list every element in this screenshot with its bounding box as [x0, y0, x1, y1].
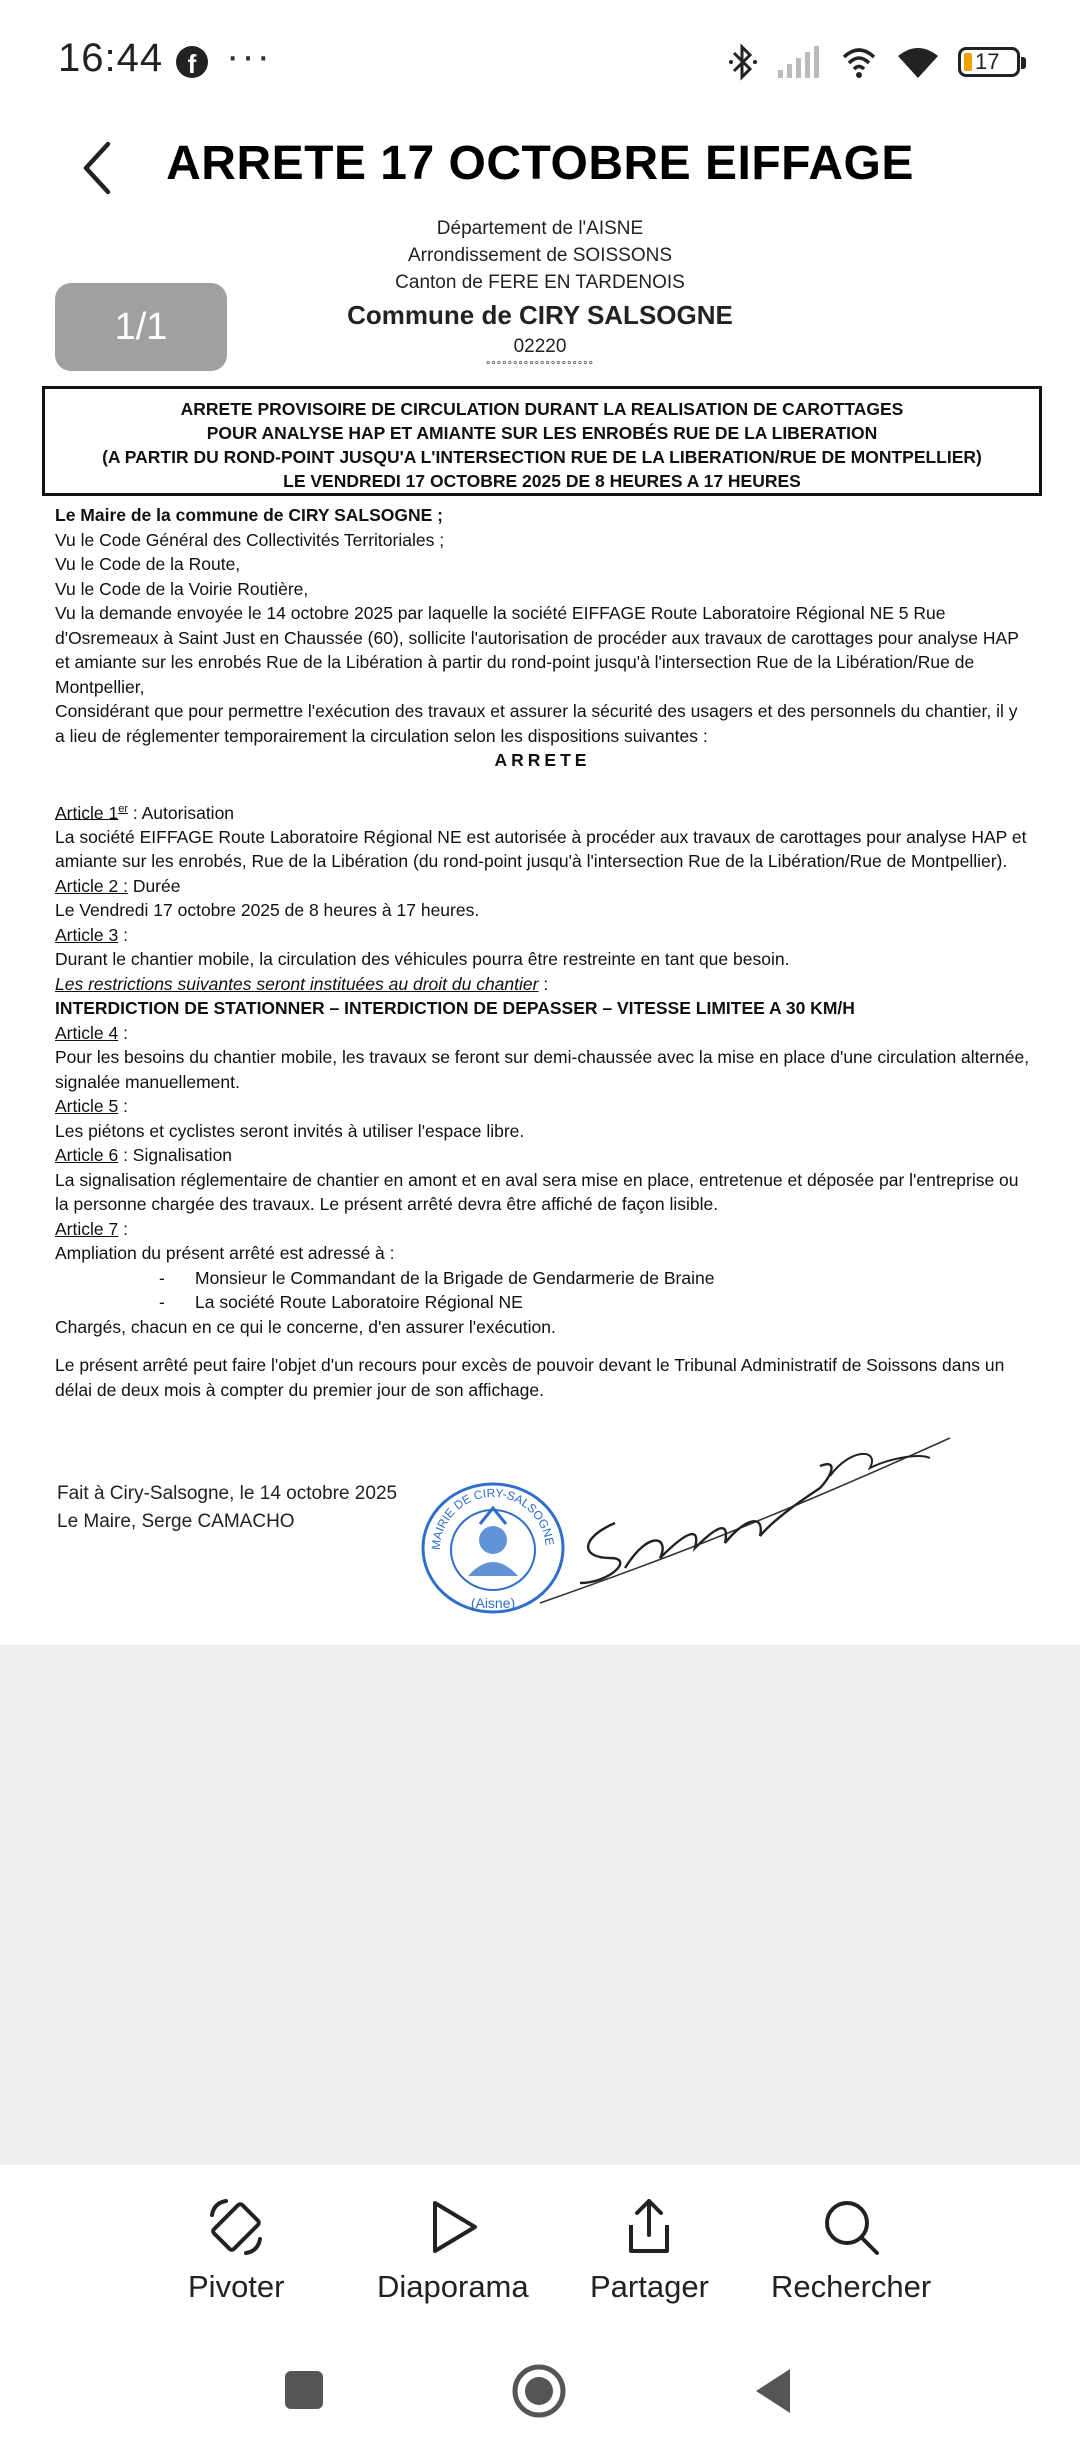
article-7-text: Ampliation du présent arrêté est adressé à : [55, 1243, 395, 1264]
more-notifications-icon: ··· [226, 34, 272, 78]
article-1-title: Article 1 [55, 802, 119, 823]
doc-vu-2: Vu le Code de la Route, [55, 554, 241, 574]
doc-fait: Fait à Ciry-Salsogne, le 14 octobre 2025 [57, 1483, 398, 1504]
article-7-colon: : [118, 1218, 128, 1239]
article-4-colon: : [118, 1022, 128, 1043]
rotate-label: Pivoter [188, 2269, 285, 2304]
doc-arrete-heading: ARRETE [494, 750, 591, 770]
article-2-label: Durée [127, 875, 181, 896]
article-6-label: : Signalisation [118, 1145, 233, 1166]
doc-commune: Commune de CIRY SALSOGNE [347, 300, 733, 330]
search-button[interactable] [771, 2195, 931, 2305]
slideshow-label: Diaporama [377, 2269, 529, 2304]
doc-body [55, 503, 1030, 1402]
share-label: Partager [590, 2269, 709, 2304]
spacer [55, 773, 1030, 797]
article-1-sup: er [118, 802, 128, 815]
article-1-heading [55, 797, 1030, 825]
mayor-signature [520, 1418, 970, 1618]
article-7-recipient: - La société Route Laboratoire Régional NE [55, 1290, 1030, 1315]
page-indicator: 1/1 [55, 283, 227, 371]
search-icon [819, 2195, 883, 2259]
doc-considerant: Considérant que pour permettre l'exécution des travaux et assurer la sécurité des usagers et des personnels du chantier, il y a lieu de réglementer temporairement la circulation selon les dispositions suivantes : [55, 701, 1018, 746]
slideshow-button[interactable] [377, 2195, 529, 2305]
page-title: ARRETE 17 OCTOBRE EIFFAGE [166, 137, 914, 190]
doc-title-line: (A PARTIR DU ROND-POINT JUSQU'A L'INTERSECTION RUE DE LA LIBERATION/RUE DE MONTPELLIER) [102, 447, 982, 467]
article-3-italic: Les restrictions suivantes seront instituées au droit du chantier [55, 973, 539, 994]
status-icons [728, 40, 1020, 84]
doc-title-box [42, 386, 1042, 496]
facebook-icon: f [176, 46, 208, 78]
viewer-toolbar [0, 2165, 1080, 2325]
article-5-heading [55, 1094, 1030, 1119]
article-2-heading [55, 874, 1030, 899]
wifi-icon [896, 44, 940, 80]
article-4-heading [55, 1021, 1030, 1046]
doc-vu-1: Vu le Code Général des Collectivités Territoriales ; [55, 529, 445, 550]
status-bar [0, 0, 1080, 130]
stamp-text-top: MAIRIE DE CIRY-SALSOGNE [428, 1485, 557, 1551]
doc-title-line: ARRETE PROVISOIRE DE CIRCULATION DURANT LA REALISATION DE CAROTTAGES [180, 399, 904, 419]
doc-divider: °°°°°°°°°°°°°°°°°°°° [486, 360, 594, 372]
article-4-text: Pour les besoins du chantier mobile, les travaux se feront sur demi-chaussée avec la mise en place d'une circulation alternée, signalée manuellement. [55, 1047, 1030, 1092]
system-navigation-bar [0, 2325, 1080, 2460]
rotate-icon [204, 2195, 268, 2259]
doc-recours: Le présent arrêté peut faire l'objet d'un recours pour excès de pouvoir devant le Tribunal Administratif de Soissons dans un délai de deux mois à compter du premier jour de son affichage. [55, 1355, 1005, 1400]
viewer-background [0, 1645, 1080, 2165]
doc-charges: Chargés, chacun en ce qui le concerne, d'en assurer l'exécution. [55, 1316, 556, 1337]
article-5-title: Article 5 [55, 1096, 119, 1117]
article-2-text: Le Vendredi 17 octobre 2025 de 8 heures à 17 heures. [55, 900, 480, 921]
rotate-button[interactable] [188, 2195, 284, 2305]
article-7-heading [55, 1217, 1030, 1242]
search-label: Rechercher [771, 2269, 932, 2304]
doc-title-line: POUR ANALYSE HAP ET AMIANTE SUR LES ENROBÉS RUE DE LA LIBERATION [206, 423, 878, 443]
article-3-title: Article 3 [55, 924, 119, 945]
clock: 16:44 [58, 36, 164, 80]
article-7-recipient: - Monsieur le Commandant de la Brigade de Gendarmerie de Braine [55, 1266, 1030, 1291]
article-7-title: Article 7 [55, 1218, 119, 1239]
share-button[interactable] [590, 2195, 709, 2305]
play-icon [421, 2195, 485, 2259]
article-3-bold: INTERDICTION DE STATIONNER – INTERDICTION DE DEPASSER – VITESSE LIMITEE A 30 KM/H [55, 998, 855, 1019]
spacer [55, 1339, 1030, 1353]
article-3-italic-colon: : [538, 973, 549, 994]
doc-vu-4: Vu la demande envoyée le 14 octobre 2025 par laquelle la société EIFFAGE Route Laboratoire Régional NE 5 Rue d'Osremeaux à Saint Just en Chaussée (60), sollicite l'autorisation de procéder aux travaux de carottages pour analyse HAP et amiante sur les enrobés Rue de la Libération à partir du rond-point jusqu'à l'intersection Rue de la Libération/Rue de Montpellier, [55, 603, 1019, 697]
doc-postal-code: 02220 [513, 336, 567, 357]
article-4-title: Article 4 [55, 1022, 119, 1043]
back-nav-icon[interactable] [752, 2367, 794, 2415]
doc-title-line: LE VENDREDI 17 OCTOBRE 2025 DE 8 HEURES A 17 HEURES [283, 471, 801, 491]
article-3-heading [55, 923, 1030, 948]
article-1-text: La société EIFFAGE Route Laboratoire Régional NE est autorisée à procéder aux travaux de carottages pour analyse HAP et amiante sur les enrobés, Rue de la Libération (du rond-point jusqu'à l'intersection Rue de la Libération/Rue de Montpellier). [55, 826, 1027, 872]
article-3-colon: : [118, 924, 128, 945]
home-icon[interactable] [511, 2363, 567, 2419]
signal-icon [776, 44, 822, 80]
article-2-title: Article 2 : [55, 875, 128, 896]
recent-apps-icon[interactable] [283, 2369, 325, 2411]
stamp-text-bottom: (Aisne) [470, 1595, 516, 1611]
article-1-label: : Autorisation [128, 802, 235, 823]
article-3-restrictions [55, 972, 1030, 997]
bluetooth-icon [728, 42, 758, 82]
article-6-heading [55, 1143, 1030, 1168]
share-icon [617, 2195, 681, 2259]
article-6-text: La signalisation réglementaire de chantier en amont et en aval sera mise en place, entretenue et déposée par l'entreprise ou la personne chargée des travaux. Le présent arrêté devra être affiché de façon lisible. [55, 1169, 1019, 1215]
doc-maire: Le Maire de la commune de CIRY SALSOGNE ; [55, 505, 444, 525]
article-3-text: Durant le chantier mobile, la circulation des véhicules pourra être restreinte en tant que besoin. [55, 949, 790, 970]
doc-signataire: Le Maire, Serge CAMACHO [57, 1511, 295, 1532]
doc-arrondissement: Arrondissement de SOISSONS [408, 245, 672, 266]
hotspot-icon [840, 43, 878, 81]
doc-vu-3: Vu le Code de la Voirie Routière, [55, 578, 309, 599]
doc-canton: Canton de FERE EN TARDENOIS [395, 272, 685, 293]
doc-signature-block [57, 1480, 397, 1536]
doc-department: Département de l'AISNE [436, 218, 644, 239]
battery-icon [958, 47, 1020, 77]
article-5-colon: : [118, 1096, 128, 1117]
article-5-text: Les piétons et cyclistes seront invités à utiliser l'espace libre. [55, 1120, 525, 1141]
battery-level: 17 [975, 49, 1000, 74]
article-6-title: Article 6 [55, 1145, 119, 1166]
